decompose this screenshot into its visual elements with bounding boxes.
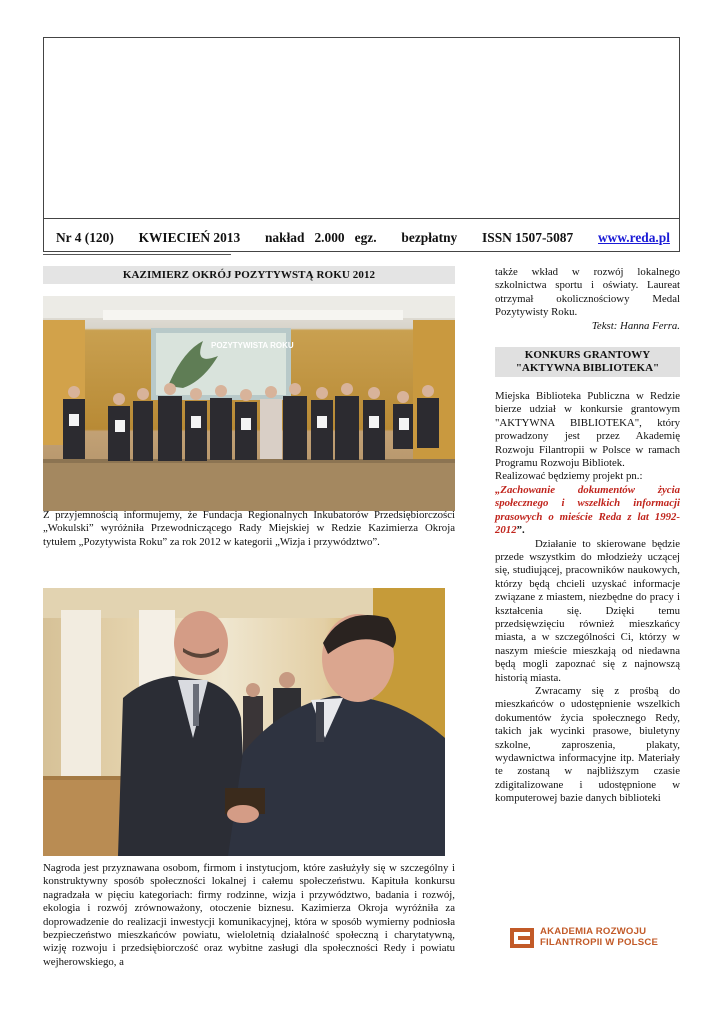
article-intro: Z przyjemnością informujemy, że Fundacja Regionalnych Inkubatorów Przedsiębiorczości „Wokulski” wyróżniła Przewodniczącego Rady Miejskiej w Redzie Kazimierza Okroja tytułem „Pozytywista Roku” za rok 2012 w kategorii „Wizja i przywództwo”.	[43, 509, 455, 548]
grant-paragraph-1: Miejska Biblioteka Publiczna w Redzie bierze udział w konkursie grantowym "AKTYWNA BIBLIOTEKA", który prowadzony jest przez Akademię Rozwoju Filantropii w Polsce w ramach Programu Rozwoju Bibliotek. Realizować będziemy projekt pn.:	[495, 390, 680, 483]
left-column	[43, 266, 455, 284]
divider	[43, 254, 231, 255]
grant-headline: KONKURS GRANTOWY "AKTYWNA BIBLIOTEKA"	[495, 347, 680, 377]
website-link[interactable]: www.reda.pl	[598, 230, 670, 245]
grant-paragraph-2: Działanie to skierowane będzie przede wszystkim do młodzieży uczącej się, studiującej, pracowników naukowych, którzy będą chcieli uzyskać informacje związane z miastem, niezbędne do pracy i kształcenia się. Dzięki temu przedsięwzięciu również mieszkańcy miasta, a w szczególności Ci, którzy w naszym mieście mieszkają od niedawna będą mogli zapoznać się z najnowszą historią miasta.	[495, 537, 680, 684]
issn: ISSN 1507-5087	[482, 230, 574, 245]
masthead-box	[43, 37, 680, 252]
article-author: Tekst: Hanna Ferra.	[591, 319, 680, 332]
circulation: nakład 2.000 egz.	[264, 230, 377, 245]
issue-date: KWIECIEŃ 2013	[138, 230, 241, 245]
handshake-photo-illustration	[43, 588, 445, 856]
right-column	[495, 266, 680, 806]
logo-text: AKADEMIA ROZWOJU FILANTROPII W POLSCE	[540, 926, 659, 948]
award-handshake-photo	[43, 588, 445, 856]
article-body: Nagroda jest przyznawana osobom, firmom i instytucjom, które zasłużyły się w szczególny i konstruktywny sposób społeczności lokalnej i całemu społeczeństwu. Kapituła konkursu nagradzała w pięciu kategoriach: firmy rodzinne, wizja i przywództwo, badania i rozwój, ekologia i rozwój zrównoważony, otoczenie biznesu. Kazimierza Okroja wyróżniła za doprowadzenie do realizacji inwestycji komunikacyjnej, która w sposób wymierny podniosła bezpieczeństwo mieszkańców powiatu, wieloletnią działalność społeczną i charytatywną, wizję rozwoju i przedsiębiorczość oraz wybitne zasługi dla społeczności Redy i powiatu wejherowskiego, a	[43, 862, 455, 968]
akademia-logo	[510, 927, 658, 948]
project-title: „Zachowanie dokumentów życia społecznego i wszelkich informacji prasowych o mieście Reda z lat 1992-2012”.	[495, 483, 680, 537]
price-label: bezpłatny	[401, 230, 458, 245]
issue-number: Nr 4 (120)	[56, 230, 114, 245]
group-photo-illustration	[43, 296, 455, 511]
article-continuation: także wkład w rozwój lokalnego szkolnictwa sportu i oświaty. Laureat otrzymał okolicznościowy Medal Pozytywisty Roku.	[495, 266, 680, 319]
masthead-rule	[44, 218, 679, 219]
logo-mark-icon	[510, 928, 534, 948]
group-of-people	[63, 383, 439, 461]
article-headline: KAZIMIERZ OKRÓJ POZYTYWSTĄ ROKU 2012	[43, 266, 455, 284]
issue-line	[44, 228, 679, 248]
banner-text: POZYTYWISTA ROKU	[211, 341, 294, 350]
grant-paragraph-3: Zwracamy się z prośbą do mieszkańców o udostępnienie wszelkich dokumentów życia społecznego Redy, takich jak wycinki prasowe, biuletyny szkolne, zaproszenia, plakaty, wydawnictwa informacyjne itp. Materiały te zostaną w najbliższym czasie zdigitalizowane i udostępnione w komputerowej bazie danych biblioteki	[495, 684, 680, 805]
ceremony-group-photo	[43, 296, 455, 511]
